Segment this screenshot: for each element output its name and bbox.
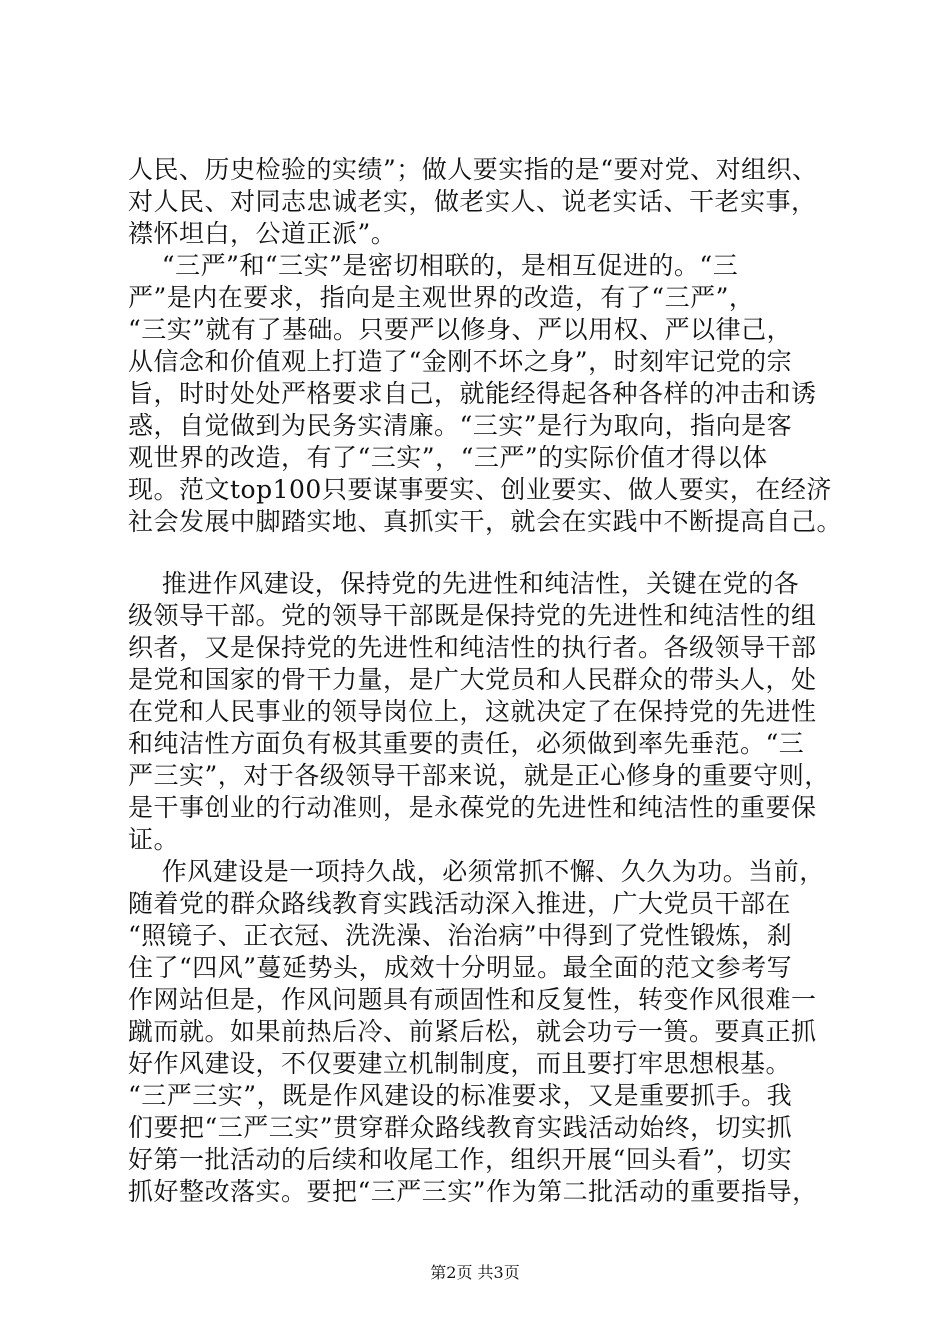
text-line: 织者，又是保持党的先进性和纯洁性的执行者。各级领导干部 [128, 633, 817, 662]
text-line: “照镜子、正衣冠、洗洗澡、治治病”中得到了党性锻炼，刹 [128, 921, 793, 950]
text-line: 人民、历史检验的实绩”；做人要实指的是“要对党、对组织、 [128, 155, 818, 184]
text-line: 证。 [128, 825, 180, 854]
text-line: “三实”就有了基础。只要严以修身、严以用权、严以律己， [128, 315, 793, 344]
text-line: “三严”和“三实”是密切相联的，是相互促进的。“三 [128, 251, 739, 280]
text-line: 好作风建设，不仅要建立机制制度，而且要打牢思想根基。 [128, 1049, 792, 1078]
text-line: 旨，时时处处严格要求自己，就能经得起各种各样的冲击和诱 [128, 379, 817, 408]
text-line: 作风建设是一项持久战，必须常抓不懈、久久为功。当前， [128, 857, 825, 886]
text-line: 随着党的群众路线教育实践活动深入推进，广大党员干部在 [128, 889, 792, 918]
text-line: 推进作风建设，保持党的先进性和纯洁性，关键在党的各 [128, 569, 800, 598]
text-line: 社会发展中脚踏实地、真抓实干，就会在实践中不断提高自己。 [128, 507, 843, 536]
text-line: 严三实”，对于各级领导干部来说，就是正心修身的重要守则， [128, 761, 830, 790]
text-line: 们要把“三严三实”贯穿群众路线教育实践活动始终，切实抓 [128, 1113, 793, 1142]
text-line: 从信念和价值观上打造了“金刚不坏之身”，时刻牢记党的宗 [128, 347, 793, 376]
text-line: 是干事创业的行动准则，是永葆党的先进性和纯洁性的重要保 [128, 793, 817, 822]
text-line: 抓好整改落实。要把“三严三实”作为第二批活动的重要指导， [128, 1177, 818, 1206]
text-line: 惑，自觉做到为民务实清廉。“三实”是行为取向，指向是客 [128, 411, 793, 440]
text-line: 好第一批活动的后续和收尾工作，组织开展“回头看”，切实 [128, 1145, 793, 1174]
text-line: 观世界的改造，有了“三实”，“三严”的实际价值才得以体 [128, 443, 768, 472]
text-line: 襟怀坦白，公道正派”。 [128, 219, 397, 248]
text-line: 住了“四风”蔓延势头，成效十分明显。最全面的范文参考写 [128, 953, 793, 982]
text-line: 和纯洁性方面负有极其重要的责任，必须做到率先垂范。“三 [128, 729, 805, 758]
text-line: 严”是内在要求，指向是主观世界的改造，有了“三严”， [128, 283, 755, 312]
text-line: 级领导干部。党的领导干部既是保持党的先进性和纯洁性的组 [128, 601, 817, 630]
text-line: 蹴而就。如果前热后冷、前紧后松，就会功亏一篑。要真正抓 [128, 1017, 817, 1046]
text-line: 现。范文top100只要谋事要实、创业要实、做人要实，在经济 [128, 475, 832, 504]
page-footer: 第2页 共3页 [430, 1263, 520, 1282]
text-line: “三严三实”，既是作风建设的标准要求，又是重要抓手。我 [128, 1081, 793, 1110]
text-line: 作网站但是，作风问题具有顽固性和反复性，转变作风很难一 [128, 985, 817, 1014]
text-line: 在党和人民事业的领导岗位上，这就决定了在保持党的先进性 [128, 697, 817, 726]
text-line: 对人民、对同志忠诚老实，做老实人、说老实话、干老实事， [128, 187, 817, 216]
text-line: 是党和国家的骨干力量，是广大党员和人民群众的带头人，处 [128, 665, 817, 694]
